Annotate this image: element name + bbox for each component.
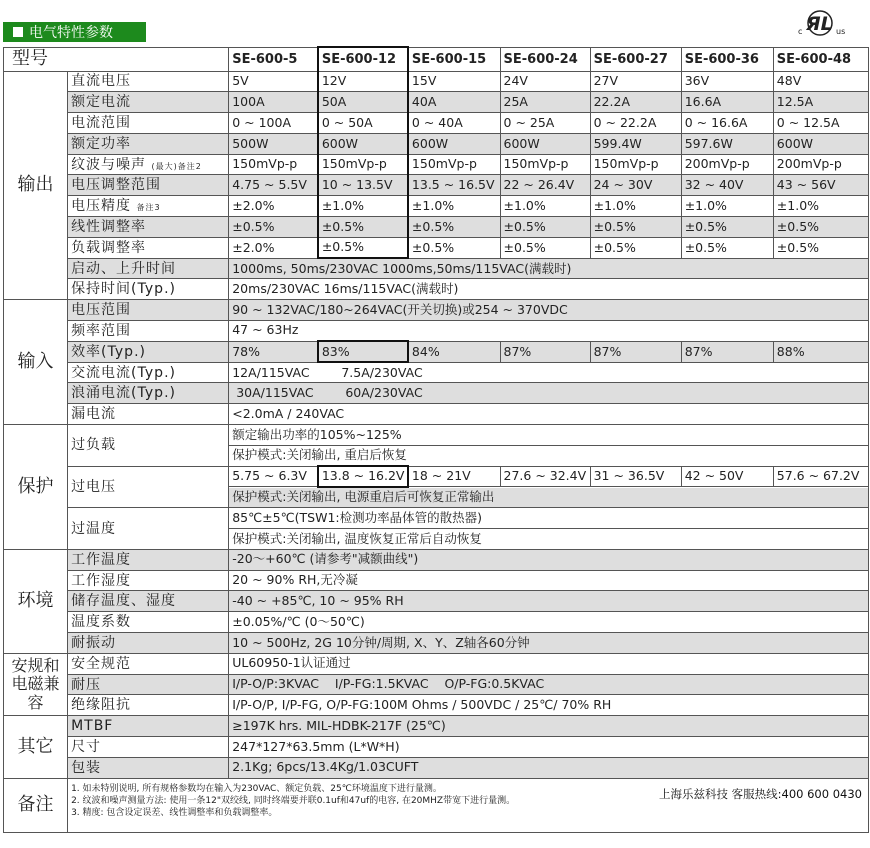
spec-row-ac-current <box>4 362 869 383</box>
spec-value: I/P-O/P:3KVAC I/P-FG:1.5KVAC O/P-FG:0.5KVAC <box>229 674 869 695</box>
spec-value: 597.6W <box>681 133 773 154</box>
spec-value: ±1.0% <box>590 196 681 217</box>
spec-row-work-humidity <box>4 570 869 591</box>
spec-value: ±0.5% <box>318 217 408 238</box>
category-notes: 备注 <box>4 778 68 832</box>
spec-row-dimension <box>4 737 869 758</box>
spec-label: 频率范围 <box>68 321 229 342</box>
spec-row-ripple-noise <box>4 154 869 175</box>
spec-value: 5.75 ~ 6.3V <box>229 466 318 487</box>
notes-row <box>4 778 869 832</box>
spec-value: I/P-O/P, I/P-FG, O/P-FG:100M Ohms / 500VDC / 25℃/ 70% RH <box>229 695 869 716</box>
spec-value: ±2.0% <box>229 237 318 258</box>
spec-value: ±0.5% <box>408 217 500 238</box>
spec-value: ±0.5% <box>229 217 318 238</box>
spec-value: ±0.5% <box>590 217 681 238</box>
spec-value: 150mVp-p <box>229 154 318 175</box>
spec-value: 100A <box>229 92 318 113</box>
model-cell-highlighted: SE-600-12 <box>318 47 408 71</box>
model-cell: SE-600-24 <box>500 47 590 71</box>
spec-value-highlighted: 83% <box>318 341 408 362</box>
spec-row-overvoltage-1 <box>4 466 869 487</box>
spec-label: 耐压 <box>68 674 229 695</box>
model-cell: SE-600-48 <box>773 47 868 71</box>
spec-label-text: 纹波与噪声 <box>71 156 147 173</box>
category-output: 输出 <box>4 71 68 300</box>
spec-value: UL60950-1认证通过 <box>229 653 869 674</box>
spec-value: ±1.0% <box>500 196 590 217</box>
spec-value: 0 ~ 16.6A <box>681 113 773 134</box>
ul-certification-logo <box>796 10 868 38</box>
spec-value: 50A <box>318 92 408 113</box>
spec-value: 0 ~ 25A <box>500 113 590 134</box>
spec-table <box>3 46 869 833</box>
spec-value: ±1.0% <box>773 196 868 217</box>
spec-value: 22 ~ 26.4V <box>500 175 590 196</box>
spec-label: 启动、上升时间 <box>68 258 229 279</box>
note-line: 1. 如未特别说明, 所有规格参数均在输入为230VAC、额定负载、25℃环境温度下进行量测。 <box>71 783 442 794</box>
category-input: 输入 <box>4 300 68 425</box>
section-title-bar <box>3 22 146 42</box>
spec-value: 25A <box>500 92 590 113</box>
spec-label: 电流范围 <box>68 113 229 134</box>
spec-value: 16.6A <box>681 92 773 113</box>
spec-row-voltage-adj <box>4 175 869 196</box>
spec-label-text: 电压精度 <box>71 198 132 215</box>
spec-row-mtbf <box>4 716 869 737</box>
spec-value: 84% <box>408 341 500 362</box>
spec-value: 32 ~ 40V <box>681 175 773 196</box>
svg-text:us: us <box>836 27 846 36</box>
spec-label: MTBF <box>68 716 229 737</box>
spec-label-note: (最大)备注2 <box>151 161 202 171</box>
spec-row-temp-coef <box>4 612 869 633</box>
spec-value: 200mVp-p <box>681 154 773 175</box>
spec-row-setup-rise <box>4 258 869 279</box>
spec-label: 工作湿度 <box>68 570 229 591</box>
spec-value: 0 ~ 22.2A <box>590 113 681 134</box>
spec-value: <2.0mA / 240VAC <box>229 404 869 425</box>
spec-row-rated-power <box>4 133 869 154</box>
spec-value: 40A <box>408 92 500 113</box>
model-cell: SE-600-5 <box>229 47 318 71</box>
model-header-row <box>4 47 869 71</box>
spec-value: 22.2A <box>590 92 681 113</box>
spec-value: 500W <box>229 133 318 154</box>
category-safety: 安规和电磁兼容 <box>4 653 68 715</box>
spec-value: 31 ~ 36.5V <box>590 466 681 487</box>
spec-value: ±0.5% <box>500 217 590 238</box>
spec-label: 耐振动 <box>68 633 229 654</box>
spec-row-safety-standards <box>4 653 869 674</box>
spec-value: ±1.0% <box>408 196 500 217</box>
spec-value: 600W <box>318 133 408 154</box>
model-cell: SE-600-36 <box>681 47 773 71</box>
spec-value: 88% <box>773 341 868 362</box>
spec-value: 24 ~ 30V <box>590 175 681 196</box>
spec-value: ±2.0% <box>229 196 318 217</box>
spec-label: 直流电压 <box>68 71 229 92</box>
spec-value: 600W <box>408 133 500 154</box>
spec-value: ±0.5% <box>318 237 408 258</box>
spec-label: 电压调整范围 <box>68 175 229 196</box>
spec-value: 5V <box>229 71 318 92</box>
spec-row-leakage <box>4 404 869 425</box>
spec-value: 保护模式:关闭输出, 温度恢复正常后自动恢复 <box>229 529 869 550</box>
spec-label-note: 备注3 <box>136 203 161 213</box>
spec-row-storage <box>4 591 869 612</box>
spec-value-highlighted: 13.8 ~ 16.2V <box>318 466 408 487</box>
spec-value: 78% <box>229 341 318 362</box>
note-line: 2. 纹波和噪声测量方法: 使用一条12"双绞线, 同时终端要并联0.1uf和47uf的电容, 在20MHZ带宽下进行量测。 <box>71 795 516 806</box>
spec-row-isolation <box>4 695 869 716</box>
spec-value: 27V <box>590 71 681 92</box>
spec-value: 57.6 ~ 67.2V <box>773 466 868 487</box>
spec-value: ≥197K hrs. MIL-HDBK-217F (25℃) <box>229 716 869 737</box>
spec-value: 87% <box>681 341 773 362</box>
svg-text:ЯL: ЯL <box>806 13 833 35</box>
category-environment: 环境 <box>4 549 68 653</box>
spec-value: ±1.0% <box>681 196 773 217</box>
spec-label: 交流电流(Typ.) <box>68 362 229 383</box>
spec-value: 43 ~ 56V <box>773 175 868 196</box>
spec-value: 20ms/230VAC 16ms/115VAC(满载时) <box>229 279 869 300</box>
spec-value: 247*127*63.5mm (L*W*H) <box>229 737 869 758</box>
spec-label: 电压范围 <box>68 300 229 321</box>
spec-value: ±0.5% <box>681 217 773 238</box>
spec-row-packing <box>4 757 869 778</box>
spec-value: -40 ~ +85℃, 10 ~ 95% RH <box>229 591 869 612</box>
category-protection: 保护 <box>4 425 68 550</box>
spec-value: 30A/115VAC 60A/230VAC <box>229 383 869 404</box>
spec-label: 额定电流 <box>68 92 229 113</box>
spec-value: 12A/115VAC 7.5A/230VAC <box>229 362 869 383</box>
spec-value: 48V <box>773 71 868 92</box>
spec-value: -20～+60℃ (请参考"减额曲线") <box>229 549 869 570</box>
spec-value: 额定输出功率的105%~125% <box>229 425 869 446</box>
spec-row-inrush <box>4 383 869 404</box>
spec-row-rated-current <box>4 92 869 113</box>
spec-label: 保持时间(Typ.) <box>68 279 229 300</box>
spec-value: 0 ~ 40A <box>408 113 500 134</box>
spec-value: 150mVp-p <box>318 154 408 175</box>
spec-label <box>68 154 229 175</box>
spec-value: 200mVp-p <box>773 154 868 175</box>
spec-label: 工作温度 <box>68 549 229 570</box>
spec-value: ±0.5% <box>408 237 500 258</box>
spec-value: 12V <box>318 71 408 92</box>
spec-row-overtemp-1 <box>4 508 869 529</box>
spec-value: ±0.5% <box>773 237 868 258</box>
spec-row-work-temp <box>4 549 869 570</box>
spec-value: 18 ~ 21V <box>408 466 500 487</box>
spec-value: 599.4W <box>590 133 681 154</box>
spec-value: ±0.5% <box>773 217 868 238</box>
model-cell: SE-600-15 <box>408 47 500 71</box>
spec-value: ±0.5% <box>681 237 773 258</box>
spec-value: 600W <box>500 133 590 154</box>
spec-value: 0 ~ 12.5A <box>773 113 868 134</box>
spec-value: 27.6 ~ 32.4V <box>500 466 590 487</box>
spec-value: 150mVp-p <box>500 154 590 175</box>
spec-row-hold-up <box>4 279 869 300</box>
category-others: 其它 <box>4 716 68 778</box>
svg-text:c: c <box>798 27 803 36</box>
spec-label: 效率(Typ.) <box>68 341 229 362</box>
spec-row-vibration <box>4 633 869 654</box>
spec-value: 87% <box>590 341 681 362</box>
section-title: 电气特性参数 <box>29 25 113 41</box>
spec-value: 600W <box>773 133 868 154</box>
spec-label: 储存温度、湿度 <box>68 591 229 612</box>
spec-row-current-range <box>4 113 869 134</box>
spec-value: 保护模式:关闭输出, 电源重启后可恢复正常输出 <box>229 487 869 508</box>
spec-row-dc-voltage <box>4 71 869 92</box>
spec-value: 85℃±5℃(TSW1:检测功率晶体管的散热器) <box>229 508 869 529</box>
spec-label: 负载调整率 <box>68 237 229 258</box>
spec-value: 12.5A <box>773 92 868 113</box>
spec-value: 87% <box>500 341 590 362</box>
spec-label: 过负载 <box>68 425 229 467</box>
model-cell: SE-600-27 <box>590 47 681 71</box>
spec-label: 额定功率 <box>68 133 229 154</box>
spec-value: 0 ~ 50A <box>318 113 408 134</box>
spec-label: 安全规范 <box>68 653 229 674</box>
spec-value: 47 ~ 63Hz <box>229 321 869 342</box>
spec-value: 1000ms, 50ms/230VAC 1000ms,50ms/115VAC(满载时) <box>229 258 869 279</box>
spec-row-input-voltage <box>4 300 869 321</box>
spec-row-frequency <box>4 321 869 342</box>
spec-value: 10 ~ 500Hz, 2G 10分钟/周期, X、Y、Z轴各60分钟 <box>229 633 869 654</box>
spec-label: 浪涌电流(Typ.) <box>68 383 229 404</box>
spec-label: 过电压 <box>68 466 229 508</box>
spec-value: ±0.5% <box>590 237 681 258</box>
spec-value: ±0.5% <box>500 237 590 258</box>
spec-label: 绝缘阻抗 <box>68 695 229 716</box>
spec-label: 漏电流 <box>68 404 229 425</box>
spec-value: 15V <box>408 71 500 92</box>
spec-row-voltage-tolerance <box>4 196 869 217</box>
spec-value: 24V <box>500 71 590 92</box>
spec-row-line-regulation <box>4 217 869 238</box>
spec-label <box>68 196 229 217</box>
spec-value: 150mVp-p <box>408 154 500 175</box>
service-hotline: 上海乐兹科技 客服热线:400 600 0430 <box>658 786 862 801</box>
spec-row-load-regulation <box>4 237 869 258</box>
spec-value: 36V <box>681 71 773 92</box>
spec-row-overload-1 <box>4 425 869 446</box>
spec-label: 过温度 <box>68 508 229 550</box>
spec-value: 150mVp-p <box>590 154 681 175</box>
spec-value: ±1.0% <box>318 196 408 217</box>
spec-label: 温度系数 <box>68 612 229 633</box>
spec-value: 13.5 ~ 16.5V <box>408 175 500 196</box>
spec-value: ±0.05%/℃ (0～50℃) <box>229 612 869 633</box>
spec-value: 42 ~ 50V <box>681 466 773 487</box>
spec-label: 线性调整率 <box>68 217 229 238</box>
spec-label: 包装 <box>68 757 229 778</box>
spec-value: 10 ~ 13.5V <box>318 175 408 196</box>
spec-value: 4.75 ~ 5.5V <box>229 175 318 196</box>
spec-row-efficiency <box>4 341 869 362</box>
notes-cell <box>68 778 869 832</box>
spec-value: 20 ~ 90% RH,无冷凝 <box>229 570 869 591</box>
spec-row-withstand <box>4 674 869 695</box>
spec-value: 90 ~ 132VAC/180~264VAC(开关切换)或254 ~ 370VDC <box>229 300 869 321</box>
spec-value: 保护模式:关闭输出, 重启后恢复 <box>229 445 869 466</box>
square-icon <box>13 27 23 37</box>
spec-value: 2.1Kg; 6pcs/13.4Kg/1.03CUFT <box>229 757 869 778</box>
model-label: 型号 <box>4 47 229 71</box>
spec-value: 0 ~ 100A <box>229 113 318 134</box>
note-line: 3. 精度: 包含设定误差、线性调整率和负载调整率。 <box>71 807 278 818</box>
spec-label: 尺寸 <box>68 737 229 758</box>
